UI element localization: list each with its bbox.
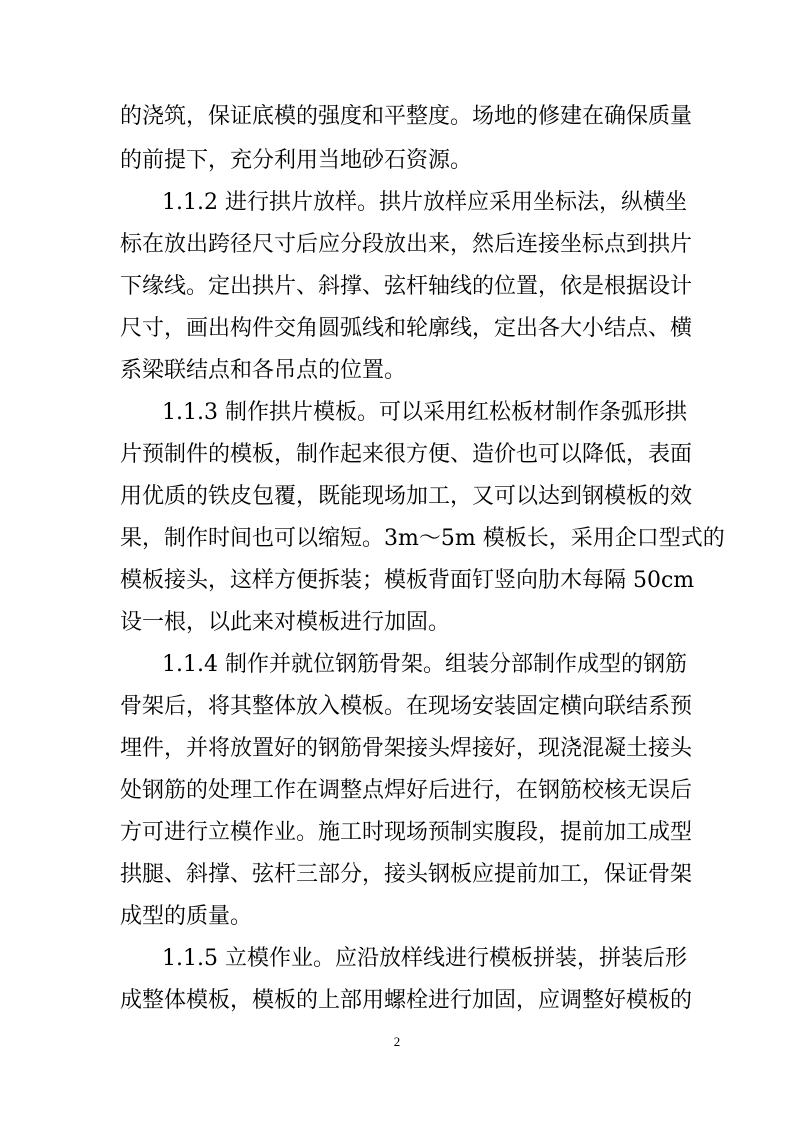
text-line: 拱腿、斜撑、弦杆三部分，接头钢板应提前加工，保证骨架: [120, 862, 693, 887]
text-line: 处钢筋的处理工作在调整点焊好后进行，在钢筋校核无误后: [120, 778, 693, 803]
text-line: 系梁联结点和各吊点的位置。: [120, 358, 407, 383]
page-number: 2: [393, 1034, 401, 1049]
text-line: 片预制件的模板，制作起来很方便、造价也可以降低，表面: [120, 442, 693, 467]
text-line: 1.1.3 制作拱片模板。可以采用红松板材制作条弧形拱: [162, 400, 687, 425]
text-line: 果，制作时间也可以缩短。3m～5m 模板长，采用企口型式的: [120, 526, 725, 551]
text-line: 标在放出跨径尺寸后应分段放出来，然后连接坐标点到拱片: [120, 232, 693, 257]
text-line: 模板接头，这样方便拆装；模板背面钉竖向肋木每隔 50cm: [120, 568, 695, 593]
text-line: 1.1.4 制作并就位钢筋骨架。组装分部制作成型的钢筋: [162, 652, 687, 677]
text-line: 的前提下，充分利用当地砂石资源。: [120, 148, 473, 173]
text-line: 1.1.2 进行拱片放样。拱片放样应采用坐标法，纵横坐: [162, 190, 687, 215]
text-line: 骨架后，将其整体放入模板。在现场安装固定横向联结系预: [120, 694, 693, 719]
text-line: 方可进行立模作业。施工时现场预制实腹段，提前加工成型: [120, 820, 693, 845]
text-line: 埋件，并将放置好的钢筋骨架接头焊接好，现浇混凝土接头: [120, 736, 693, 761]
text-line: 的浇筑，保证底模的强度和平整度。场地的修建在确保质量: [120, 104, 693, 129]
text-line: 1.1.5 立模作业。应沿放样线进行模板拼装，拼装后形: [162, 946, 687, 971]
text-line: 成型的质量。: [120, 904, 253, 929]
text-line: 用优质的铁皮包覆，既能现场加工，又可以达到钢模板的效: [120, 484, 693, 509]
text-line: 尺寸，画出构件交角圆弧线和轮廓线，定出各大小结点、横: [120, 316, 693, 341]
text-line: 设一根，以此来对模板进行加固。: [120, 610, 451, 635]
text-line: 成整体模板，模板的上部用螺栓进行加固，应调整好模板的: [120, 988, 693, 1013]
text-line: 下缘线。定出拱片、斜撑、弦杆轴线的位置，依是根据设计: [120, 274, 693, 299]
